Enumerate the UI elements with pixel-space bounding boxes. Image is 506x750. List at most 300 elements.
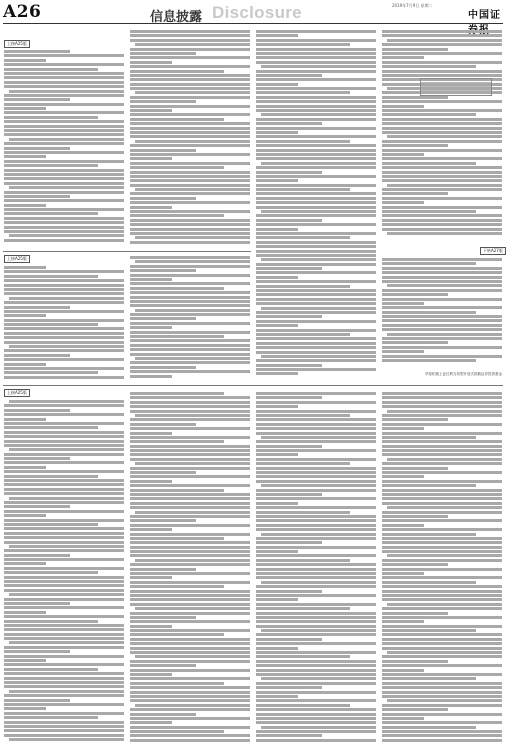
text-line [130, 179, 250, 182]
text-line [256, 342, 376, 345]
text-line [4, 125, 124, 128]
text-line [256, 83, 298, 86]
text-line [4, 549, 124, 552]
text-line [382, 100, 502, 103]
text-line [382, 528, 502, 531]
text-line [382, 355, 502, 358]
text-line [256, 432, 376, 435]
text-line [256, 250, 376, 253]
text-line [4, 50, 70, 53]
text-line [382, 298, 502, 301]
text-line [382, 405, 502, 408]
text-line [4, 354, 70, 357]
text-line [4, 527, 124, 530]
text-line [382, 392, 502, 395]
text-line [256, 219, 322, 222]
text-line [256, 34, 298, 37]
text-line [382, 489, 502, 492]
article-column [382, 392, 502, 745]
text-line [387, 184, 502, 187]
article-column [4, 266, 124, 381]
continued-to-tag: 下转A27版 [480, 247, 506, 255]
text-line [4, 133, 124, 136]
text-line [130, 427, 250, 430]
text-line [135, 260, 250, 263]
text-line [382, 166, 502, 169]
text-line [387, 506, 502, 509]
text-line [9, 690, 124, 693]
section-divider [3, 251, 251, 252]
text-line [130, 70, 224, 73]
text-line [256, 708, 376, 711]
text-line [256, 418, 376, 421]
text-line [130, 616, 196, 619]
text-line [256, 223, 376, 226]
text-line [130, 405, 250, 408]
text-line [4, 422, 124, 425]
text-line [4, 681, 124, 684]
text-line [256, 105, 376, 108]
text-line [382, 228, 502, 231]
text-line [382, 682, 502, 685]
text-line [130, 392, 224, 395]
text-line [130, 629, 250, 632]
text-line [382, 734, 502, 737]
text-line [256, 333, 350, 336]
text-line [256, 118, 376, 121]
article-column [256, 30, 376, 380]
text-line [130, 581, 250, 584]
text-line [4, 505, 70, 508]
text-line [4, 226, 124, 229]
text-line [256, 576, 376, 579]
text-line [256, 568, 376, 571]
text-line [256, 228, 298, 231]
text-line [4, 734, 124, 737]
text-line [382, 647, 502, 650]
text-line [256, 392, 376, 395]
text-line [256, 519, 376, 522]
text-line [130, 171, 250, 174]
text-line [382, 359, 476, 362]
text-line [9, 593, 124, 596]
text-line [4, 413, 124, 416]
text-line [130, 157, 172, 160]
text-line [4, 68, 98, 71]
text-line [382, 418, 448, 421]
text-line [256, 131, 298, 134]
text-line [4, 279, 124, 282]
text-line [130, 219, 250, 222]
text-line [4, 624, 124, 627]
text-line [135, 462, 250, 465]
text-line [4, 409, 70, 412]
text-line [382, 179, 502, 182]
text-line [261, 210, 376, 213]
text-line [4, 554, 70, 557]
text-line [382, 175, 502, 178]
text-line [382, 480, 502, 483]
text-line [4, 177, 124, 180]
text-line [382, 669, 424, 672]
text-line [4, 606, 124, 609]
text-line [4, 288, 124, 291]
text-line [9, 297, 124, 300]
text-line [256, 70, 376, 73]
text-line [256, 642, 376, 645]
continued-from-tag: 上接A25版 [4, 40, 30, 48]
text-line [382, 585, 502, 588]
text-line [256, 506, 376, 509]
text-line [382, 427, 424, 430]
text-line [135, 559, 250, 562]
text-line [130, 153, 250, 156]
text-line [382, 594, 502, 597]
text-line [387, 232, 502, 235]
text-line [130, 717, 250, 720]
text-line [4, 615, 124, 618]
text-line [382, 471, 502, 474]
text-line [135, 43, 250, 46]
text-line [130, 175, 250, 178]
page-number: A26 [3, 2, 42, 22]
text-line [130, 192, 250, 195]
text-line [382, 30, 502, 33]
text-line [256, 695, 298, 698]
text-line [256, 471, 376, 474]
text-line [4, 672, 124, 675]
text-line [256, 337, 376, 340]
text-line [256, 157, 376, 160]
text-line [130, 677, 250, 680]
text-line [4, 336, 124, 339]
text-line [382, 328, 502, 331]
text-line [130, 353, 250, 356]
text-line [4, 611, 46, 614]
text-line [256, 302, 376, 305]
text-line [130, 282, 250, 285]
text-line [4, 457, 70, 460]
text-line [382, 633, 502, 636]
text-line [382, 713, 502, 716]
text-line [256, 192, 376, 195]
text-line [4, 155, 46, 158]
text-line [4, 488, 124, 491]
text-line [382, 581, 476, 584]
text-line [382, 546, 502, 549]
text-line [256, 315, 322, 318]
text-line [256, 166, 376, 169]
text-line [9, 234, 124, 237]
text-line [4, 646, 124, 649]
text-line [382, 52, 502, 55]
text-line [256, 175, 376, 178]
text-line [4, 628, 124, 631]
text-line [130, 56, 250, 59]
text-line [130, 61, 172, 64]
text-line [256, 497, 376, 500]
text-line [4, 461, 124, 464]
text-line [382, 293, 448, 296]
text-line [256, 493, 322, 496]
text-line [130, 669, 250, 672]
text-line [4, 129, 124, 132]
text-line [382, 576, 502, 579]
text-line [382, 625, 502, 628]
text-line [4, 729, 124, 732]
text-line [4, 470, 124, 473]
text-line [130, 726, 250, 729]
text-line [135, 655, 250, 658]
text-line [256, 100, 376, 103]
text-line [387, 135, 502, 138]
text-line [4, 292, 124, 295]
text-line [256, 682, 376, 685]
text-line [130, 664, 196, 667]
text-line [382, 559, 502, 562]
text-line [9, 641, 124, 644]
text-line [130, 484, 250, 487]
text-line [4, 501, 124, 504]
text-line [382, 65, 476, 68]
text-line [130, 401, 250, 404]
text-line [130, 269, 196, 272]
text-line [382, 118, 502, 121]
text-line [130, 210, 250, 213]
text-line [130, 287, 224, 290]
text-line [256, 563, 376, 566]
text-line [256, 372, 298, 375]
text-line [4, 519, 124, 522]
text-line [4, 94, 124, 97]
text-line [130, 48, 250, 51]
text-line [382, 467, 448, 470]
text-line [130, 410, 250, 413]
text-line [261, 113, 376, 116]
text-line [135, 511, 250, 514]
text-line [130, 651, 250, 654]
text-line [130, 339, 250, 342]
text-line [256, 467, 376, 470]
text-line [382, 144, 448, 147]
text-line [256, 197, 376, 200]
text-line [256, 329, 376, 332]
text-line [382, 519, 502, 522]
text-line [256, 179, 298, 182]
text-line [382, 153, 424, 156]
text-line [130, 331, 250, 334]
article-column [256, 392, 376, 745]
text-line [256, 140, 350, 143]
text-line [130, 497, 250, 500]
header-rule [3, 23, 503, 24]
text-line [382, 493, 502, 496]
text-line [387, 603, 502, 606]
text-line [261, 162, 376, 165]
text-line [130, 550, 250, 553]
text-line [4, 98, 70, 101]
text-line [4, 204, 46, 207]
text-line [256, 489, 376, 492]
text-line [4, 199, 124, 202]
text-line [4, 332, 124, 335]
text-line [135, 414, 250, 417]
text-line [256, 135, 376, 138]
text-line [256, 462, 350, 465]
text-line [382, 74, 502, 77]
text-line [382, 686, 502, 689]
article-column [130, 30, 250, 248]
text-line [130, 515, 250, 518]
text-line [382, 219, 502, 222]
text-line [256, 144, 376, 147]
text-line [256, 664, 376, 667]
text-line [130, 131, 250, 134]
text-line [130, 322, 250, 325]
text-line [382, 197, 502, 200]
text-line [130, 291, 250, 294]
text-line [382, 113, 476, 116]
text-line [256, 245, 376, 248]
text-line [9, 90, 124, 93]
text-line [130, 598, 250, 601]
text-line [256, 598, 298, 601]
text-line [382, 695, 502, 698]
text-line [382, 677, 476, 680]
text-line [256, 410, 376, 413]
text-line [130, 533, 250, 536]
text-line [382, 484, 476, 487]
text-line [4, 367, 124, 370]
text-line [130, 317, 196, 320]
text-line [256, 396, 322, 399]
text-line [256, 730, 376, 733]
text-line [256, 546, 376, 549]
text-line [382, 61, 502, 64]
text-line [4, 598, 124, 601]
text-line [382, 311, 476, 314]
text-line [9, 400, 124, 403]
text-line [4, 301, 124, 304]
text-line [4, 275, 98, 278]
text-line [256, 673, 376, 676]
text-line [4, 492, 124, 495]
text-line [256, 651, 376, 654]
text-line [130, 475, 250, 478]
text-line [256, 74, 322, 77]
text-line [4, 479, 124, 482]
text-line [130, 739, 250, 742]
text-line [130, 480, 172, 483]
text-line [4, 655, 124, 658]
text-line [382, 453, 502, 456]
text-line [256, 704, 350, 707]
text-line [130, 184, 250, 187]
text-line [382, 96, 448, 99]
text-line [382, 449, 502, 452]
text-line [261, 484, 376, 487]
text-line [130, 118, 224, 121]
text-line [4, 341, 124, 344]
text-line [382, 43, 502, 46]
text-line [256, 149, 376, 152]
text-line [4, 363, 46, 366]
text-line [130, 721, 172, 724]
text-line [130, 519, 196, 522]
text-line [256, 686, 322, 689]
text-line [382, 607, 502, 610]
article-column [382, 30, 502, 240]
text-line [4, 349, 124, 352]
text-line [382, 122, 502, 125]
text-line [130, 296, 250, 299]
text-line [256, 48, 376, 51]
article-column [130, 256, 250, 381]
text-line [130, 396, 250, 399]
text-line [382, 223, 502, 226]
text-line [4, 620, 98, 623]
text-line [130, 524, 250, 527]
text-line [130, 127, 250, 130]
text-line [4, 230, 124, 233]
text-line [130, 100, 196, 103]
text-line [256, 458, 376, 461]
text-line [256, 427, 376, 430]
text-line [382, 201, 424, 204]
text-line [130, 436, 250, 439]
text-line [382, 475, 424, 478]
text-line [130, 52, 196, 55]
text-line [4, 151, 124, 154]
text-line [130, 730, 224, 733]
text-line [256, 713, 376, 716]
text-line [256, 511, 350, 514]
text-line [382, 149, 502, 152]
text-line [382, 497, 502, 500]
text-line [387, 651, 502, 654]
text-line [382, 616, 502, 619]
text-line [256, 423, 376, 426]
text-line [4, 602, 70, 605]
text-line [4, 435, 124, 438]
section-title: 信息披露 [150, 10, 203, 25]
text-line [130, 620, 250, 623]
text-line [4, 558, 124, 561]
text-line [130, 228, 250, 231]
text-line [382, 140, 502, 143]
text-line [4, 111, 124, 114]
text-line [256, 232, 376, 235]
text-line [256, 541, 322, 544]
text-line [382, 524, 424, 527]
text-line [130, 713, 196, 716]
text-line [130, 65, 250, 68]
text-line [261, 581, 376, 584]
text-line [135, 140, 250, 143]
text-line [256, 87, 376, 90]
text-line [4, 668, 98, 671]
text-line [130, 278, 172, 281]
text-line [130, 625, 172, 628]
text-line [4, 327, 124, 330]
text-line [130, 638, 250, 641]
text-line [130, 572, 250, 575]
text-line [382, 105, 424, 108]
text-line [256, 122, 322, 125]
text-line [130, 734, 250, 737]
text-line [382, 717, 424, 720]
text-line [130, 214, 224, 217]
